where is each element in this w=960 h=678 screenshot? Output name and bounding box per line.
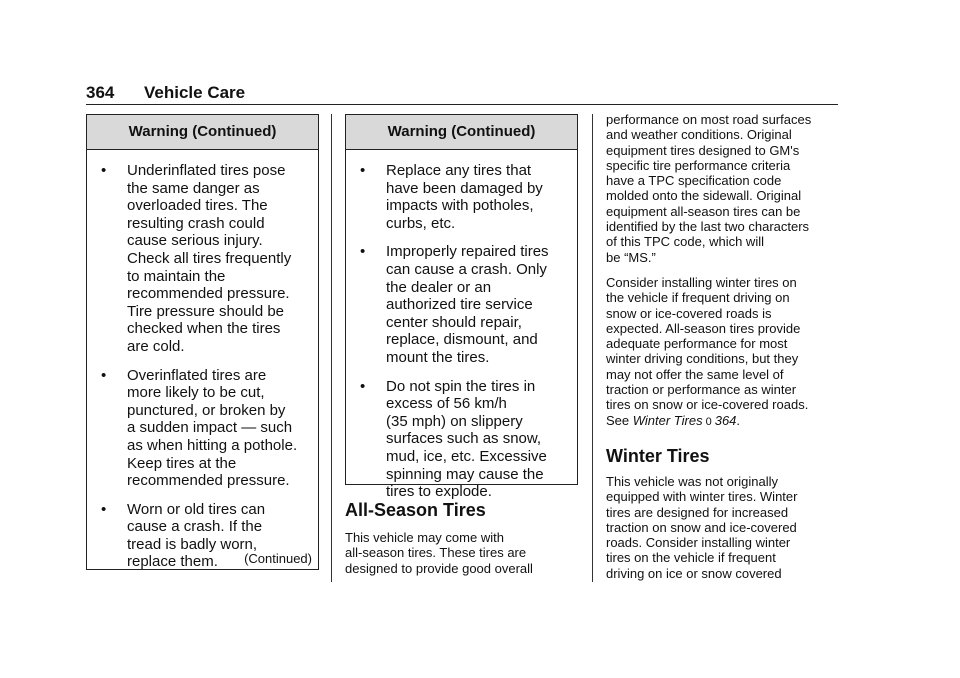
- header-rule: [86, 104, 838, 105]
- text-line: overloaded tires. The: [127, 197, 268, 215]
- text-line: all-season tires. These tires are: [345, 545, 527, 561]
- text-line: cause a crash. If the: [127, 518, 263, 536]
- warning-item-text: [386, 378, 569, 501]
- text-line: authorized tire service: [386, 296, 533, 314]
- text-line: equipment tires designed to GM's: [606, 142, 800, 158]
- text-line: tires are designed for increased: [606, 504, 789, 520]
- text-line: Tire pressure should be: [127, 302, 285, 320]
- column-divider-1: [331, 114, 332, 582]
- text-line: surfaces such as snow,: [386, 430, 542, 448]
- see-page[interactable]: 364: [714, 412, 737, 428]
- text-line: replace, dismount, and: [386, 331, 538, 349]
- warning-item-text: [127, 162, 310, 356]
- text-line: (35 mph) on slippery: [386, 412, 523, 430]
- text-line: Overinflated tires are: [127, 366, 267, 384]
- see-end: .: [736, 412, 741, 428]
- text-line: have been damaged by: [386, 179, 543, 197]
- text-line: excess of 56 km/h: [386, 395, 507, 413]
- bullet: •: [360, 162, 366, 179]
- bullet: •: [101, 162, 107, 179]
- text-line: mount the tires.: [386, 348, 490, 366]
- text-line: tires on the vehicle if frequent: [606, 550, 776, 566]
- text-line: resulting crash could: [127, 214, 265, 232]
- text-line: driving on ice or snow covered: [606, 565, 782, 581]
- text-line: traction or performance as winter: [606, 382, 797, 398]
- text-line: the dealer or an: [386, 278, 492, 296]
- winter-consider-paragraph: [606, 275, 842, 430]
- section-title: Vehicle Care: [144, 83, 246, 102]
- warning-item: [358, 162, 569, 232]
- text-line: This vehicle was not originally: [606, 474, 778, 489]
- text-line: cause serious injury.: [127, 232, 263, 250]
- text-line: a sudden impact — such: [127, 419, 293, 437]
- text-line: performance on most road surfaces: [606, 112, 812, 127]
- page-header: [86, 82, 838, 104]
- see-link-winter-tires[interactable]: Winter Tires: [632, 412, 703, 428]
- text-line: Underinflated tires pose: [127, 162, 286, 179]
- text-line: identified by the last two characters: [606, 219, 810, 235]
- text-line: recommended pressure.: [127, 472, 290, 490]
- text-line: This vehicle may come with: [345, 530, 504, 545]
- bullet: •: [360, 243, 366, 261]
- text-line: Consider installing winter tires on: [606, 275, 797, 290]
- text-line: equipment all-season tires can be: [606, 203, 801, 219]
- warning-item-text: [386, 162, 569, 232]
- text-line: punctured, or broken by: [127, 401, 286, 419]
- bullet: •: [360, 377, 366, 395]
- text-line: traction on snow and ice-covered: [606, 519, 797, 535]
- text-line: designed to provide good overall: [345, 560, 533, 576]
- text-line: curbs, etc.: [386, 214, 456, 232]
- text-line: specific tire performance criteria: [606, 157, 791, 173]
- continued-label: (Continued): [244, 551, 312, 566]
- text-line: the same danger as: [127, 179, 260, 197]
- text-line: equipped with winter tires. Winter: [606, 489, 798, 505]
- warning-box-continued-2: [345, 114, 578, 501]
- winter-tires-paragraph: [606, 474, 842, 581]
- text-line: adequate performance for most: [606, 336, 788, 352]
- text-line: expected. All-season tires provide: [606, 320, 801, 336]
- text-line: molded onto the sidewall. Original: [606, 188, 802, 204]
- text-line: as when hitting a pothole.: [127, 436, 298, 454]
- warning-title: Warning (Continued): [346, 115, 577, 150]
- text-line: Check all tires frequently: [127, 249, 292, 267]
- warning-list: [87, 150, 318, 571]
- text-line: tires on snow or ice-covered roads.: [606, 397, 809, 413]
- warning-item: [99, 162, 310, 356]
- warning-item-text: [127, 367, 310, 490]
- text-line: impacts with potholes,: [386, 197, 534, 215]
- text-line: winter driving conditions, but they: [606, 351, 799, 367]
- page-number: 364: [86, 83, 115, 102]
- see-reference: [606, 413, 842, 430]
- text-line: Do not spin the tires in: [386, 377, 536, 395]
- column-divider-2: [592, 114, 593, 582]
- text-line: Keep tires at the: [127, 454, 237, 472]
- all-season-intro: [345, 530, 580, 576]
- warning-list: [346, 150, 577, 501]
- warning-title: Warning (Continued): [87, 115, 318, 150]
- text-line: tires to explode.: [386, 483, 492, 501]
- text-line: snow or ice-covered roads is: [606, 305, 772, 321]
- text-line: spinning may cause the: [386, 465, 544, 483]
- text-line: are cold.: [127, 337, 185, 355]
- warning-item: [358, 378, 569, 501]
- text-line: can cause a crash. Only: [386, 260, 547, 278]
- text-line: recommended pressure.: [127, 285, 290, 303]
- warning-item-text: [386, 243, 569, 366]
- warning-box-continued-1: [86, 114, 319, 570]
- text-line: replace them.: [127, 553, 218, 571]
- text-line: more likely to be cut,: [127, 384, 265, 402]
- text-line: of this TPC code, which will: [606, 234, 764, 250]
- see-arrow: 0: [705, 415, 712, 428]
- text-line: Improperly repaired tires: [386, 243, 549, 261]
- heading-all-season-tires: All-Season Tires: [345, 500, 486, 520]
- text-line: the vehicle if frequent driving on: [606, 290, 790, 306]
- see-prefix: See: [606, 412, 633, 428]
- text-line: mud, ice, etc. Excessive: [386, 447, 547, 465]
- text-line: and weather conditions. Original: [606, 127, 792, 143]
- text-line: Worn or old tires can: [127, 500, 266, 518]
- text-line: to maintain the: [127, 267, 226, 285]
- winter-consider-text: [606, 275, 842, 413]
- text-line: may not offer the same level of: [606, 366, 784, 382]
- text-line: be “MS.”: [606, 249, 656, 265]
- text-line: tread is badly worn,: [127, 535, 258, 553]
- text-line: center should repair,: [386, 313, 522, 331]
- heading-winter-tires: Winter Tires: [606, 446, 710, 466]
- tpc-code-paragraph: [606, 112, 842, 265]
- warning-item: [358, 243, 569, 366]
- text-line: checked when the tires: [127, 320, 281, 338]
- text-line: have a TPC specification code: [606, 173, 782, 189]
- bullet: •: [101, 500, 107, 518]
- warning-item: [99, 367, 310, 490]
- bullet: •: [101, 366, 107, 384]
- text-line: roads. Consider installing winter: [606, 535, 791, 551]
- text-line: Replace any tires that: [386, 162, 532, 179]
